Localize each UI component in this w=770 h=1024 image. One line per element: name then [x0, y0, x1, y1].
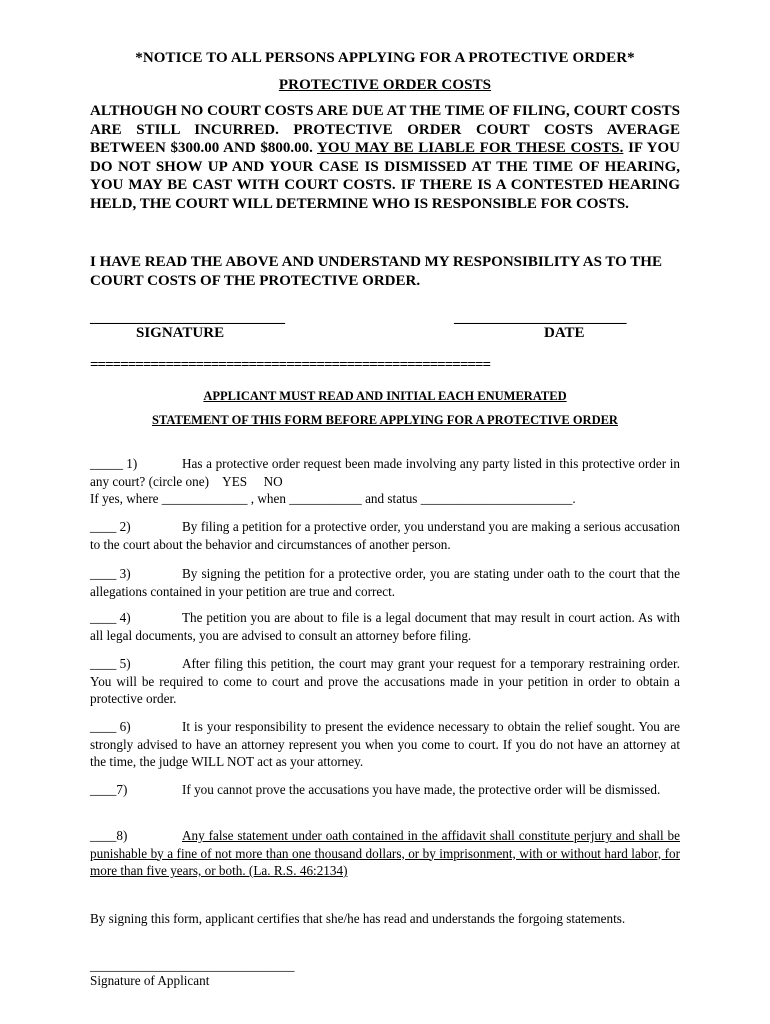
signature-label: SIGNATURE	[136, 325, 225, 341]
instructions-line-1: APPLICANT MUST READ AND INITIAL EACH ENUMERATED	[203, 389, 567, 403]
initial-blank-4[interactable]: ____ 4)	[90, 610, 131, 625]
costs-notice-paragraph	[90, 102, 680, 214]
initial-blank-3[interactable]: ____ 3)	[90, 566, 131, 581]
statement-text-6: It is your responsibility to present the evidence necessary to obtain the relief sought. You are strongly advised to have an attorney represent you when you come to court. If you do not have an attorney at the time, the judge WILL NOT act as your attorney.	[90, 719, 680, 769]
statement-text-2: By filing a petition for a protective order, you understand you are making a serious accusation to the court about the behavior and circumstances of another person.	[90, 519, 680, 552]
yes-option[interactable]: YES	[222, 473, 248, 489]
no-option[interactable]: NO	[263, 473, 283, 489]
liable-warning: YOU MAY BE LIABLE FOR THESE COSTS.	[316, 140, 624, 157]
statement-item-4	[90, 609, 680, 644]
prior-request-followup[interactable]: If yes, where _____________ , when ___________ and status _______________________.	[90, 491, 576, 506]
statement-item-5	[90, 655, 680, 708]
initial-blank-1[interactable]: _____ 1)	[90, 456, 138, 471]
costs-notice-part1: ALTHOUGH NO COURT COSTS ARE DUE AT THE TIME OF FILING, COURT COSTS ARE STILL INCURRED. PROTECTIVE ORDER COURT COSTS AVERAGE BETWEEN $300.00 AND $800.00.	[90, 103, 680, 157]
initial-blank-7[interactable]: ____7)	[90, 782, 128, 797]
signature-line[interactable]: __________________________	[90, 310, 285, 326]
statement-text-1: Has a protective order request been made involving any party listed in this protective order in any court? (circle one)	[90, 456, 680, 489]
initial-blank-5[interactable]: ____ 5)	[90, 656, 131, 671]
initial-blank-6[interactable]: ____ 6)	[90, 719, 131, 734]
statement-item-8	[90, 827, 680, 880]
statement-text-5: After filing this petition, the court may grant your request for a temporary restraining order. You will be required to come to court and prove the accusations made in your petition in order to obtain a protective order.	[90, 656, 680, 706]
statement-text-8: Any false statement under oath contained in the affidavit shall constitute perjury and shall be punishable by a fine of not more than one thousand dollars, or by imprisonment, with or without hard labor, for more than five years, or both. (La. R.S. 46:2134)	[90, 828, 680, 878]
statement-item-3	[90, 565, 680, 600]
section-divider: =====================================================	[90, 357, 491, 373]
instructions-line-2: STATEMENT OF THIS FORM BEFORE APPLYING FOR A PROTECTIVE ORDER	[152, 413, 618, 427]
statement-item-7	[90, 781, 680, 799]
date-line[interactable]: _______________________	[454, 310, 627, 326]
applicant-signature-line[interactable]: _______________________________	[90, 958, 295, 973]
initial-blank-2[interactable]: ____ 2)	[90, 519, 131, 534]
statement-item-2	[90, 518, 680, 553]
acknowledgement-text: I HAVE READ THE ABOVE AND UNDERSTAND MY RESPONSIBILITY AS TO THE COURT COSTS OF THE PROTECTIVE ORDER.	[90, 254, 662, 289]
statement-item-1	[90, 455, 680, 508]
date-label: DATE	[544, 325, 585, 341]
certification-text: By signing this form, applicant certifies that she/he has read and understands the forgoing statements.	[90, 911, 626, 926]
statement-text-7: If you cannot prove the accusations you have made, the protective order will be dismissed.	[182, 782, 661, 797]
costs-title: PROTECTIVE ORDER COSTS	[278, 77, 492, 93]
statement-text-3: By signing the petition for a protective order, you are stating under oath to the court that the allegations contained in your petition are true and correct.	[90, 566, 680, 599]
notice-title: *NOTICE TO ALL PERSONS APPLYING FOR A PROTECTIVE ORDER*	[135, 50, 635, 66]
statement-item-6	[90, 718, 680, 771]
initial-blank-8[interactable]: ____8)	[90, 828, 128, 843]
statement-text-4: The petition you are about to file is a legal document that may result in court action. As with all legal documents, you are advised to consult an attorney before filing.	[90, 610, 680, 643]
applicant-signature-label: Signature of Applicant	[90, 973, 210, 988]
costs-notice-part2: IF YOU DO NOT SHOW UP AND YOUR CASE IS DISMISSED AT THE TIME OF HEARING, YOU MAY BE CAST WITH COURT COSTS. IF THERE IS A CONTESTED HEARING HELD, THE COURT WILL DETERMINE WHO IS RESPONSIBLE FOR COSTS.	[90, 140, 680, 212]
